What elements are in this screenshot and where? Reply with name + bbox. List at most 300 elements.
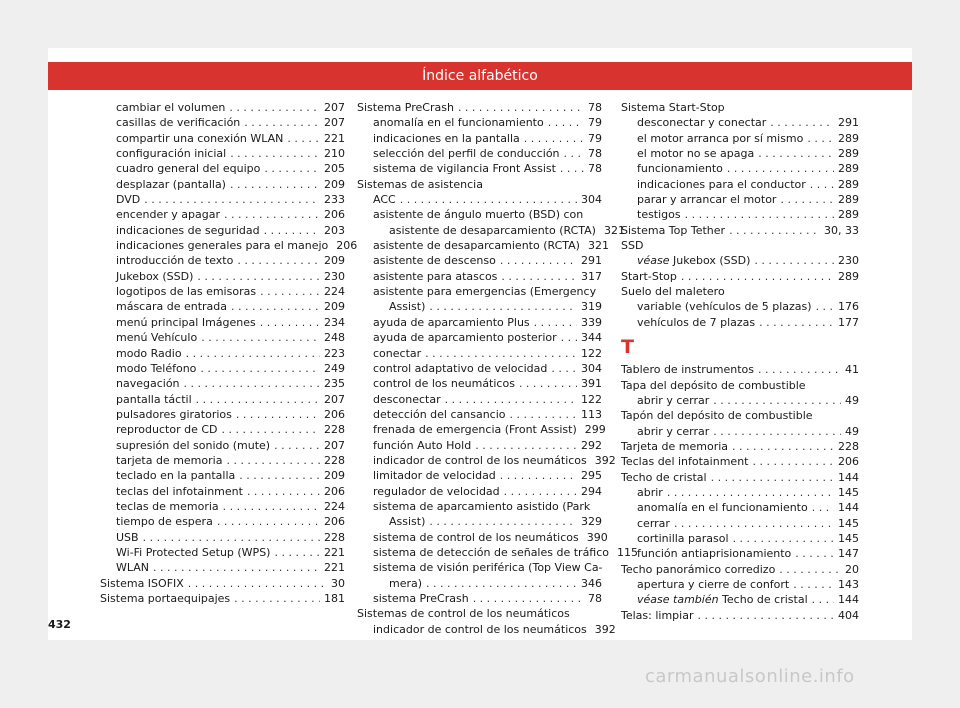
index-entry (100, 192, 345, 207)
leader-dots (510, 407, 577, 422)
index-entry (100, 484, 345, 499)
leader-dots (144, 192, 320, 207)
page-reference: 207 (324, 116, 345, 130)
index-term: Start-Stop (621, 269, 677, 283)
index-term: supresión del sonido (mute) (116, 438, 271, 452)
page-reference: 248 (324, 331, 345, 345)
page-reference: 115 (617, 545, 639, 559)
page-reference: 390 (586, 530, 608, 544)
page-reference: 203 (324, 223, 345, 237)
index-term: funcionamiento (637, 162, 723, 176)
page-reference: 209 (324, 254, 345, 268)
index-entry (100, 499, 345, 514)
leader-dots (200, 361, 320, 376)
index-term: SSD (621, 239, 644, 253)
index-entry (100, 100, 345, 115)
index-term: modo Radio (116, 346, 182, 360)
leader-dots (264, 161, 320, 176)
index-term: anomalía en el funcionamiento (373, 116, 544, 130)
index-entry (621, 485, 859, 500)
page-reference: 144 (838, 470, 859, 484)
index-entry (621, 161, 859, 176)
leader-dots (201, 330, 320, 345)
index-term: indicaciones de seguridad (116, 223, 260, 237)
index-term: mera) (389, 576, 423, 590)
leader-dots (810, 177, 834, 192)
page-reference: 317 (581, 269, 602, 283)
index-entry (621, 393, 859, 408)
index-section-s (621, 100, 859, 330)
index-term: tiempo de espera (116, 515, 213, 529)
index-term: encender y apagar (116, 208, 221, 222)
index-entry (100, 530, 345, 545)
index-entry (357, 131, 602, 146)
index-term: indicador de control de los neumáticos (373, 453, 587, 467)
index-term: abrir y cerrar (637, 424, 710, 438)
index-entry (621, 223, 859, 238)
index-term: indicaciones en la pantalla (373, 131, 520, 145)
index-term: menú Vehículo (116, 331, 198, 345)
page-reference: 228 (324, 453, 345, 467)
leader-dots (561, 330, 577, 345)
page-reference: 235 (324, 377, 345, 391)
index-entry (357, 438, 602, 453)
index-entry (100, 223, 345, 238)
index-column-3 (621, 100, 859, 623)
index-term: desplazar (pantalla) (116, 177, 226, 191)
page-reference: 78 (588, 162, 602, 176)
page-reference: 205 (324, 162, 345, 176)
index-term: configuración inicial (116, 147, 227, 161)
index-entry (100, 560, 345, 575)
page-reference: 289 (838, 193, 859, 207)
page-reference: 79 (588, 131, 602, 145)
leader-dots (260, 315, 320, 330)
index-entry (621, 577, 859, 592)
index-entry (621, 378, 859, 393)
leader-dots (445, 392, 577, 407)
index-entry (357, 606, 602, 621)
index-entry (100, 591, 345, 606)
leader-dots (429, 514, 577, 529)
index-term: sistema PreCrash (373, 592, 469, 605)
page-reference: 294 (581, 484, 602, 498)
index-entry (357, 223, 625, 238)
leader-dots (237, 253, 320, 268)
page-reference: 224 (324, 285, 345, 299)
index-term: teclas de memoria (116, 499, 219, 513)
index-term: asistente de ángulo muerto (BSD) con (373, 208, 584, 222)
leader-dots (425, 346, 577, 361)
index-entry (621, 562, 859, 577)
index-term: Sistema Start-Stop (621, 101, 725, 114)
index-entry (621, 608, 859, 623)
index-entry (621, 424, 859, 439)
page-reference: 392 (594, 622, 616, 636)
index-entry (100, 576, 345, 591)
page-reference: 144 (838, 501, 859, 515)
page-reference: 299 (584, 423, 606, 437)
index-entry (357, 207, 602, 222)
index-entry (621, 439, 859, 454)
index-entry (357, 530, 608, 545)
leader-dots (779, 562, 841, 577)
index-term: Sistema ISOFIX (100, 576, 184, 590)
page-reference: 233 (324, 193, 345, 207)
leader-dots (239, 468, 320, 483)
index-entry (621, 546, 859, 561)
index-term: Teclas del infotainment (621, 455, 749, 469)
page-reference: 206 (324, 407, 345, 421)
index-term: Sistema PreCrash (357, 101, 454, 114)
index-entry (100, 407, 345, 422)
index-entry (621, 207, 859, 222)
page-reference: 321 (587, 239, 609, 253)
index-term: asistente de desaparcamiento (RCTA) (389, 223, 596, 237)
leader-dots (429, 299, 577, 314)
leader-dots (732, 439, 834, 454)
index-term: control de los neumáticos (373, 377, 515, 391)
leader-dots (260, 284, 320, 299)
leader-dots (184, 376, 320, 391)
page-reference: 346 (581, 576, 602, 590)
page-reference: 223 (324, 346, 345, 360)
leader-dots (458, 100, 584, 115)
page-reference: 30, 33 (824, 223, 859, 237)
index-term: abrir y cerrar (637, 393, 710, 407)
index-entry (357, 346, 602, 361)
index-term: casillas de verificación (116, 116, 241, 130)
leader-dots (807, 131, 834, 146)
index-term: pantalla táctil (116, 392, 192, 406)
leader-dots (186, 346, 320, 361)
index-term: cortinilla parasol (637, 531, 729, 545)
index-entry (621, 269, 859, 284)
page-reference: 339 (581, 315, 602, 329)
page-reference: 122 (581, 392, 602, 406)
leader-dots (197, 269, 320, 284)
page-reference: 206 (324, 515, 345, 529)
index-term: frenada de emergencia (Front Assist) (373, 423, 577, 437)
index-term: Jukebox (SSD) (116, 269, 194, 283)
index-entry (357, 376, 602, 391)
index-term: asistente de descenso (373, 254, 496, 268)
page-reference: 344 (581, 331, 602, 345)
page-reference: 209 (324, 469, 345, 483)
page-reference: 207 (324, 392, 345, 406)
leader-dots (234, 591, 320, 606)
index-entry (100, 346, 345, 361)
index-term: Tablero de instrumentos (621, 363, 754, 377)
index-term: función antiaprisionamiento (637, 547, 792, 561)
index-entry (357, 576, 602, 591)
index-entry (621, 516, 859, 531)
leader-dots (153, 560, 320, 575)
index-entry (100, 545, 345, 560)
leader-dots (551, 361, 577, 376)
index-entry (357, 545, 639, 560)
page-reference: 49 (845, 424, 859, 438)
leader-dots (727, 161, 834, 176)
index-term: Tapón del depósito de combustible (621, 409, 813, 423)
index-entry (357, 591, 602, 606)
leader-dots (770, 115, 834, 130)
index-term: testigos (637, 208, 681, 222)
page-reference: 289 (838, 269, 859, 283)
leader-dots (758, 362, 841, 377)
section-letter-t: T (621, 336, 634, 359)
page-reference: 291 (581, 254, 602, 268)
index-term: vehículos de 7 plazas (637, 315, 756, 329)
index-entry (357, 453, 616, 468)
index-entry (100, 207, 345, 222)
page-reference: 289 (838, 177, 859, 191)
index-entry (100, 438, 345, 453)
page-reference: 224 (324, 499, 345, 513)
page-reference: 20 (845, 562, 859, 576)
index-entry (100, 238, 358, 253)
index-entry (100, 453, 345, 468)
leader-dots (713, 393, 841, 408)
index-entry (621, 238, 859, 253)
page-reference: 49 (845, 393, 859, 407)
page-reference: 391 (581, 377, 602, 391)
index-term: el motor no se apaga (637, 147, 755, 161)
page-reference: 206 (336, 239, 358, 253)
index-entry (357, 484, 602, 499)
page-margin-left (0, 0, 48, 708)
index-entry (357, 407, 602, 422)
index-entry (357, 560, 602, 575)
leader-dots (247, 484, 320, 499)
index-term: desconectar (373, 392, 441, 406)
index-entry (357, 253, 602, 268)
leader-dots (754, 253, 834, 268)
index-entry (357, 468, 602, 483)
page-reference: 228 (324, 530, 345, 544)
leader-dots (475, 438, 577, 453)
index-entry (621, 454, 859, 469)
leader-dots (230, 146, 320, 161)
index-column-1 (100, 100, 358, 606)
index-entry (100, 299, 345, 314)
watermark: carmanualsonline.info (645, 666, 855, 687)
index-term: ayuda de aparcamiento Plus (373, 315, 530, 329)
leader-dots (697, 608, 834, 623)
leader-dots (795, 546, 834, 561)
index-entry (621, 131, 859, 146)
index-entry (621, 284, 859, 299)
leader-dots (287, 131, 320, 146)
index-term: asistente para atascos (373, 269, 498, 283)
page-reference: 249 (324, 361, 345, 375)
index-term: desconectar y conectar (637, 116, 767, 130)
page-reference: 122 (581, 346, 602, 360)
index-term: reproductor de CD (116, 423, 218, 437)
index-term: ACC (373, 193, 396, 207)
page-number: 432 (48, 618, 71, 631)
page-reference: 30 (331, 576, 345, 590)
index-term: conectar (373, 346, 422, 360)
index-term: cerrar (637, 516, 670, 530)
page-reference: 113 (581, 407, 602, 421)
index-entry (357, 499, 602, 514)
index-entry (357, 622, 616, 637)
index-term: el motor arranca por sí mismo (637, 131, 804, 145)
leader-dots (500, 253, 577, 268)
leader-dots (230, 177, 320, 192)
index-term: cuadro general del equipo (116, 162, 261, 176)
page-margin-top (0, 0, 960, 48)
leader-dots (674, 516, 834, 531)
leader-dots (685, 207, 834, 222)
index-entry (357, 315, 602, 330)
leader-dots (229, 100, 320, 115)
page-reference: 145 (838, 531, 859, 545)
leader-dots (264, 223, 320, 238)
index-entry (357, 299, 602, 314)
leader-dots (711, 470, 834, 485)
index-entry (357, 392, 602, 407)
page-reference: 147 (838, 547, 859, 561)
index-entry (357, 422, 606, 437)
index-term: sistema de visión periférica (Top View Ca- (373, 561, 603, 575)
page-reference: 289 (838, 131, 859, 145)
leader-dots (667, 485, 834, 500)
page-reference: 207 (324, 101, 345, 114)
index-term: asistente de desaparcamiento (RCTA) (373, 239, 580, 253)
leader-dots (812, 592, 834, 607)
index-entry (621, 362, 859, 377)
index-entry (621, 408, 859, 423)
index-entry (357, 192, 602, 207)
index-entry (621, 592, 859, 607)
index-entry (621, 115, 859, 130)
see-reference: véase (637, 254, 670, 268)
leader-dots (426, 576, 577, 591)
leader-dots (223, 499, 320, 514)
index-term: WLAN (116, 561, 150, 575)
leader-dots (752, 454, 834, 469)
index-entry (357, 269, 602, 284)
leader-dots (758, 146, 834, 161)
page-reference: 329 (581, 515, 602, 529)
page-reference: 221 (324, 561, 345, 575)
page-reference: 221 (324, 131, 345, 145)
page-reference: 234 (324, 315, 345, 329)
index-entry (621, 192, 859, 207)
leader-dots (548, 115, 584, 130)
index-entry (621, 146, 859, 161)
page-reference: 289 (838, 162, 859, 176)
index-term: Suelo del maletero (621, 285, 725, 299)
index-term: sistema de aparcamiento asistido (Park (373, 499, 591, 513)
index-entry (621, 100, 859, 115)
leader-dots (473, 591, 584, 606)
index-entry (621, 253, 859, 268)
index-term: véase Jukebox (SSD) (637, 254, 751, 268)
page-margin-right (912, 0, 960, 708)
index-term: USB (116, 530, 139, 544)
leader-dots (759, 315, 834, 330)
page-reference: 304 (581, 193, 602, 207)
index-entry (100, 177, 345, 192)
page-reference: 289 (838, 208, 859, 222)
leader-dots (713, 424, 841, 439)
page-title: Índice alfabético (422, 68, 538, 84)
index-entry (100, 330, 345, 345)
page-reference: 228 (838, 439, 859, 453)
index-entry (100, 161, 345, 176)
page-reference: 319 (581, 300, 602, 314)
index-term: Sistemas de asistencia (357, 177, 483, 191)
index-term: menú principal Imágenes (116, 315, 256, 329)
index-term: asistente para emergencias (Emergency (373, 285, 597, 299)
index-term: modo Teléfono (116, 361, 197, 375)
index-entry (357, 161, 602, 176)
index-term: sistema de vigilancia Front Assist (373, 162, 556, 176)
index-term: Assist) (389, 300, 426, 314)
index-term: parar y arrancar el motor (637, 193, 777, 207)
page-reference: 181 (324, 592, 345, 605)
index-term: variable (vehículos de 5 plazas) (637, 300, 812, 314)
leader-dots (274, 438, 320, 453)
page-reference: 144 (838, 593, 859, 607)
page-reference: 210 (324, 147, 345, 161)
index-entry (357, 100, 602, 115)
page-reference: 206 (324, 208, 345, 222)
index-term: navegación (116, 377, 180, 391)
leader-dots (733, 531, 834, 546)
leader-dots (504, 484, 577, 499)
index-term: véase también Techo de cristal (637, 593, 808, 607)
index-term: pulsadores giratorios (116, 407, 232, 421)
leader-dots (534, 315, 577, 330)
leader-dots (236, 407, 320, 422)
index-term: compartir una conexión WLAN (116, 131, 284, 145)
index-term: teclas del infotainment (116, 484, 243, 498)
page-reference: 78 (588, 147, 602, 161)
index-entry (621, 500, 859, 515)
page-reference: 41 (845, 363, 859, 377)
page-reference: 206 (324, 484, 345, 498)
index-term: Sistemas de control de los neumáticos (357, 607, 570, 621)
page-reference: 78 (588, 592, 602, 605)
see-reference: véase también (637, 593, 719, 607)
page-header (48, 62, 912, 90)
page-reference: 79 (588, 116, 602, 130)
index-term: Wi-Fi Protected Setup (WPS) (116, 545, 271, 559)
page-reference: 230 (324, 269, 345, 283)
page-reference: 207 (324, 438, 345, 452)
index-term: Assist) (389, 515, 426, 529)
page-reference: 304 (581, 361, 602, 375)
index-entry (100, 269, 345, 284)
page-reference: 206 (838, 455, 859, 469)
leader-dots (244, 115, 320, 130)
leader-dots (226, 453, 320, 468)
leader-dots (560, 161, 584, 176)
index-term: sistema de detección de señales de tráfico (373, 545, 610, 559)
leader-dots (224, 207, 320, 222)
leader-dots (231, 299, 320, 314)
index-term: regulador de velocidad (373, 484, 500, 498)
index-entry (621, 177, 859, 192)
index-term: selección del perfil de conducción (373, 147, 560, 161)
page-reference: 291 (838, 116, 859, 130)
leader-dots (729, 223, 820, 238)
index-entry (357, 115, 602, 130)
